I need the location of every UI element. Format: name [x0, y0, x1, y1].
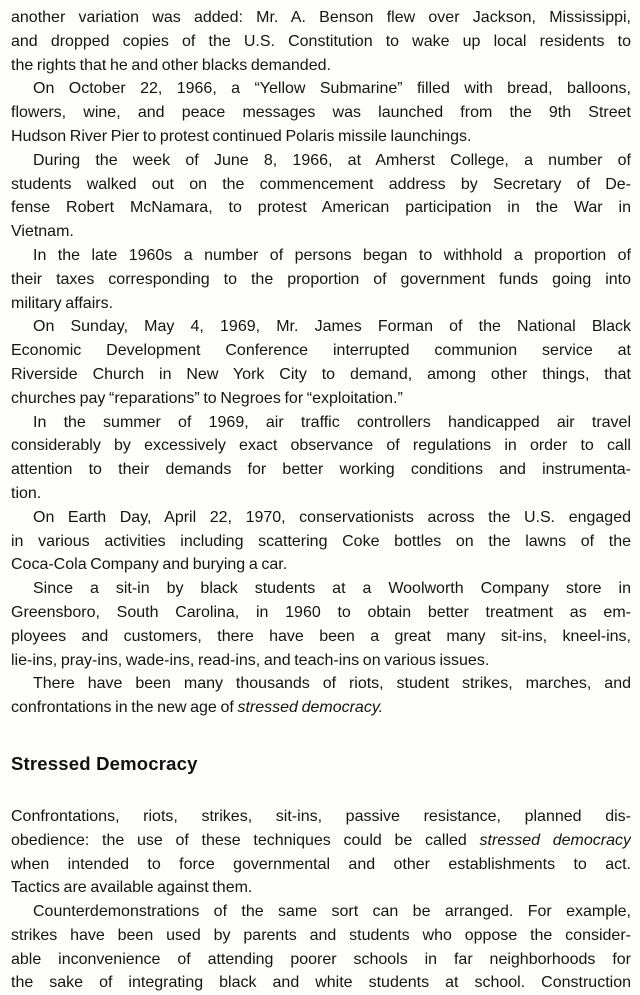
body-text: Hudson River Pier to protest continued Polaris missile launchings.: [11, 127, 472, 145]
text-line: [11, 482, 631, 506]
text-line: [11, 220, 631, 244]
body-text: Tactics are available against them.: [11, 879, 253, 897]
text-line: [11, 458, 631, 482]
body-text: fense Robert McNamara, to protest American participation in the War in: [11, 199, 631, 217]
text-line: [11, 54, 631, 78]
text-line: [11, 339, 631, 363]
italic-text: stressed democracy.: [237, 699, 384, 717]
body-text: In the late 1960s a number of persons began to withhold a proportion of: [33, 246, 631, 264]
text-line: [11, 829, 631, 853]
text-line: [11, 387, 631, 411]
text-line: [11, 553, 631, 577]
body-text: lie-ins, pray-ins, wade-ins, read-ins, and teach-ins on various issues.: [11, 651, 490, 669]
body-text: There have been many thousands of riots, student strikes, marches, and: [33, 675, 631, 693]
text-line: [11, 696, 631, 720]
paragraph: [11, 77, 631, 148]
text-line: [11, 900, 631, 924]
paragraph: [11, 244, 631, 315]
text-line: [11, 601, 631, 625]
text-line: [11, 6, 631, 30]
body-text: students walked out on the commencement address by Secretary of De-: [11, 175, 631, 193]
text-line: [11, 649, 631, 673]
body-text: in various activities including scattering Coke bottles on the lawns of the: [11, 532, 631, 550]
body-text: confrontations in the new age of: [11, 699, 238, 717]
paragraph: [11, 577, 631, 672]
text-line: [11, 101, 631, 125]
text-line: [11, 434, 631, 458]
body-text: another variation was added: Mr. A. Benson flew over Jackson, Mississippi,: [11, 9, 631, 26]
body-text: attention to their demands for better working conditions and instrumenta-: [11, 461, 631, 479]
text-line: [11, 244, 631, 268]
text-line: [11, 125, 631, 149]
body-text: military affairs.: [11, 294, 114, 312]
body-text: able inconvenience of attending poorer schools in far neighborhoods for: [11, 950, 631, 968]
text-line: [11, 853, 631, 877]
text-line: [11, 292, 631, 316]
text-line: [11, 672, 631, 696]
body-text: the rights that he and other blacks demanded.: [11, 56, 331, 74]
body-text: when intended to force governmental and other establishments to act.: [11, 855, 631, 873]
text-line: [11, 625, 631, 649]
text-line: [11, 924, 631, 948]
text-line: [11, 948, 631, 972]
paragraph: [11, 900, 631, 995]
text-line: [11, 30, 631, 54]
body-text: churches pay “reparations” to Negroes for “exploitation.”: [11, 389, 403, 407]
text-line: [11, 530, 631, 554]
paragraph: [11, 672, 631, 720]
text-line: [11, 315, 631, 339]
text-line: [11, 149, 631, 173]
body-text: and dropped copies of the U.S. Constitution to wake up local residents to: [11, 32, 631, 50]
text-line: [11, 506, 631, 530]
body-text: Confrontations, riots, strikes, sit-ins, passive resistance, planned dis-: [11, 807, 631, 825]
italic-text: stressed democracy: [479, 831, 631, 849]
body-text: Counterdemonstrations of the same sort can be arranged. For example,: [33, 903, 631, 921]
paragraph: [11, 805, 631, 900]
paragraph: [11, 6, 631, 77]
paragraph: [11, 411, 631, 506]
text-line: [11, 805, 631, 829]
page-text-section: [11, 805, 631, 995]
paragraph: [11, 506, 631, 577]
body-text: Economic Development Conference interrupted communion service at: [11, 342, 631, 360]
body-text: Coca-Cola Company and burying a car.: [11, 556, 288, 574]
body-text: obedience: the use of these techniques could be called: [11, 831, 480, 849]
body-text: In the summer of 1969, air traffic controllers handicapped air travel: [33, 413, 631, 431]
text-line: [11, 971, 631, 995]
text-line: [11, 876, 631, 900]
body-text: Since a sit-in by black students at a Woolworth Company store in: [33, 580, 631, 598]
body-text: On Sunday, May 4, 1969, Mr. James Forman of the National Black: [33, 318, 631, 336]
paragraph: [11, 149, 631, 244]
text-line: [11, 196, 631, 220]
body-text: considerably by excessively exact observance of regulations in order to call: [11, 437, 631, 455]
body-text: On October 22, 1966, a “Yellow Submarine” filled with bread, balloons,: [33, 80, 631, 98]
text-line: [11, 173, 631, 197]
text-line: [11, 411, 631, 435]
text-line: [11, 268, 631, 292]
text-line: [11, 77, 631, 101]
text-line: [11, 577, 631, 601]
body-text: On Earth Day, April 22, 1970, conservationists across the U.S. engaged: [33, 508, 631, 526]
body-text: their taxes corresponding to the proportion of government funds going into: [11, 270, 631, 288]
body-text: strikes have been used by parents and students who oppose the consider-: [11, 926, 631, 944]
body-text: During the week of June 8, 1966, at Amherst College, a number of: [33, 151, 631, 169]
body-text: Riverside Church in New York City to demand, among other things, that: [11, 365, 631, 383]
body-text: tion.: [11, 484, 42, 502]
body-text: ployees and customers, there have been a great many sit-ins, kneel-ins,: [11, 627, 631, 645]
text-line: [11, 363, 631, 387]
body-text: Vietnam.: [11, 223, 74, 241]
body-text: Greensboro, South Carolina, in 1960 to obtain better treatment as em-: [11, 603, 631, 621]
body-text: flowers, wine, and peace messages was launched from the 9th Street: [11, 104, 631, 122]
paragraph: [11, 315, 631, 410]
page-text-top: [11, 6, 631, 720]
section-heading: Stressed Democracy: [11, 752, 198, 774]
body-text: the sake of integrating black and white students at school. Construction: [11, 974, 631, 992]
